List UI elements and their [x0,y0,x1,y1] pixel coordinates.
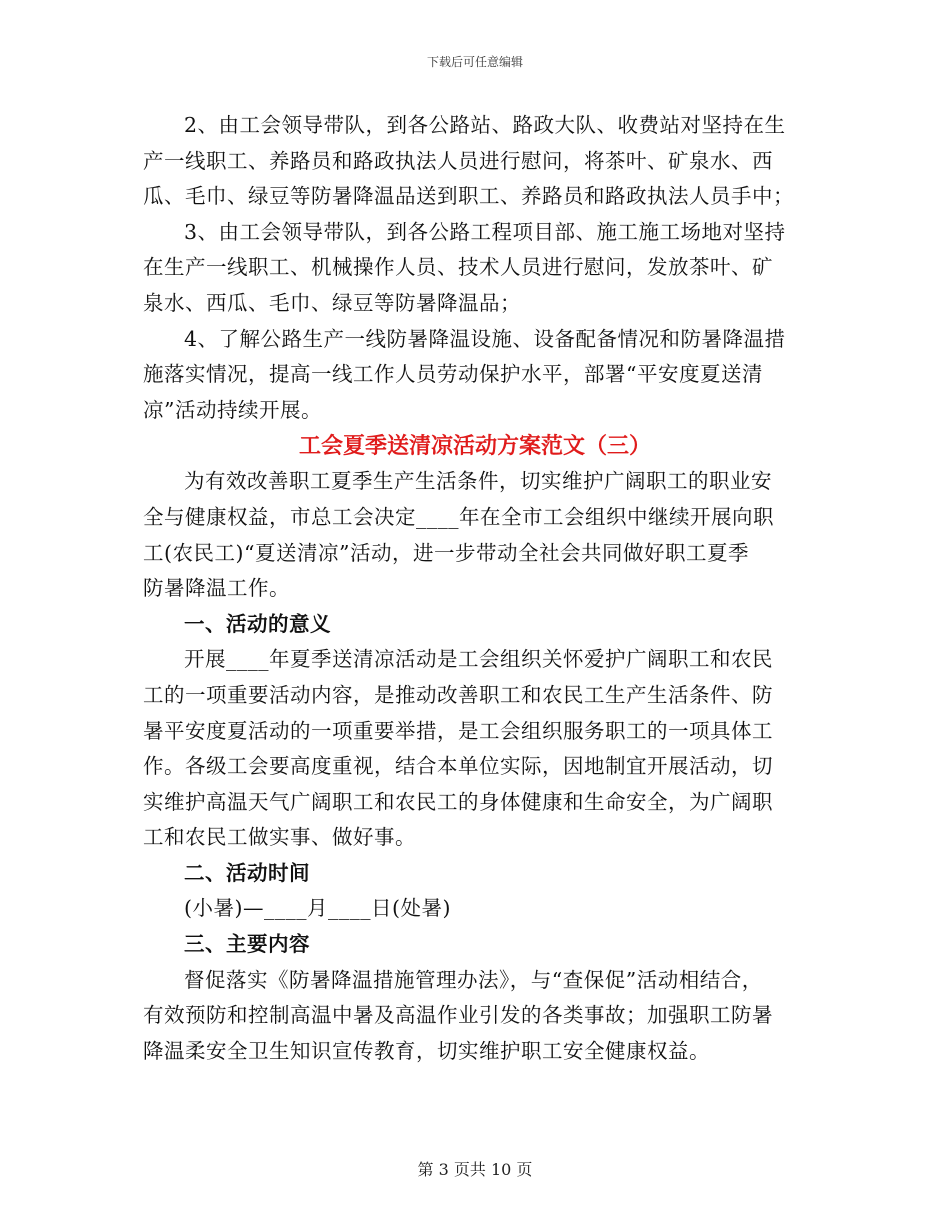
text-line: 实维护高温天气广阔职工和农民工的身体健康和生命安全，为广阔职 [143,789,773,814]
text-line: 在生产一线职工、机械操作人员、技术人员进行慰问，发放茶叶、矿 [143,255,773,280]
main-content-paragraph [143,963,807,1070]
text-line: 3、由工会领导带队，到各公路工程项目部、施工施工场地对坚持 [184,219,786,244]
text-line: (小暑)—____月____日(处暑) [184,896,451,921]
paragraph-item-2 [143,108,807,215]
paragraph-item-4 [143,322,807,429]
heading-time: 二、活动时间 [184,860,310,885]
heading-main-content: 三、主要内容 [184,932,310,957]
text-line: 工的一项重要活动内容，是推动改善职工和农民工生产生活条件、防 [143,682,773,707]
text-line: 施落实情况，提高一线工作人员劳动保护水平，部署“平安度夏送清 [143,362,763,387]
text-line: 作。各级工会要高度重视，结合本单位实际，因地制宜开展活动，切 [143,754,773,779]
text-line: 全与健康权益，市总工会决定____年在全市工会组织中继续开展向职 [143,504,774,529]
text-line: 暑平安度夏活动的一项重要举措，是工会组织服务职工的一项具体工 [143,718,773,743]
heading-significance: 一、活动的意义 [184,611,331,636]
text-line: 产一线职工、养路员和路政执法人员进行慰问，将茶叶、矿泉水、西 [143,148,773,173]
text-line: 为有效改善职工夏季生产生活条件，切实维护广阔职工的职业安 [184,469,772,494]
intro-paragraph [143,464,807,606]
document-body [143,108,807,1069]
text-line: 4、了解公路生产一线防暑降温设施、设备配备情况和防暑降温措 [184,326,786,351]
text-line: 有效预防和控制高温中暑及高温作业引发的各类事故；加强职工防暑 [143,1003,773,1028]
paragraph-item-3 [143,215,807,322]
section-title: 工会夏季送清凉活动方案范文（三） [298,433,651,460]
significance-paragraph [143,642,807,856]
text-line: 降温柔安全卫生知识宣传教育，切实维护职工安全健康权益。 [143,1038,710,1063]
text-line: 瓜、毛巾、绿豆等防暑降温品送到职工、养路员和路政执法人员手中； [143,184,794,209]
page-header: 下载后可任意编辑 [426,55,523,69]
text-line: 开展____年夏季送清凉活动是工会组织关怀爱护广阔职工和农民 [184,647,773,672]
text-line: 2、由工会领导带队，到各公路站、路政大队、收费站对坚持在生 [184,113,786,137]
text-line: 泉水、西瓜、毛巾、绿豆等防暑降温品； [143,290,521,315]
text-line: 凉”活动持续开展。 [143,397,322,422]
text-line: 工(农民工)“夏送清凉”活动，进一步带动全社会共同做好职工夏季 [143,540,749,565]
page-number: 第 3 页共 10 页 [417,1160,533,1179]
text-line: 督促落实《防暑降温措施管理办法》，与“查保促”活动相结合， [184,967,763,992]
text-line: 防暑降温工作。 [143,576,290,601]
time-paragraph [143,891,807,927]
text-line: 工和农民工做实事、做好事。 [143,825,416,850]
